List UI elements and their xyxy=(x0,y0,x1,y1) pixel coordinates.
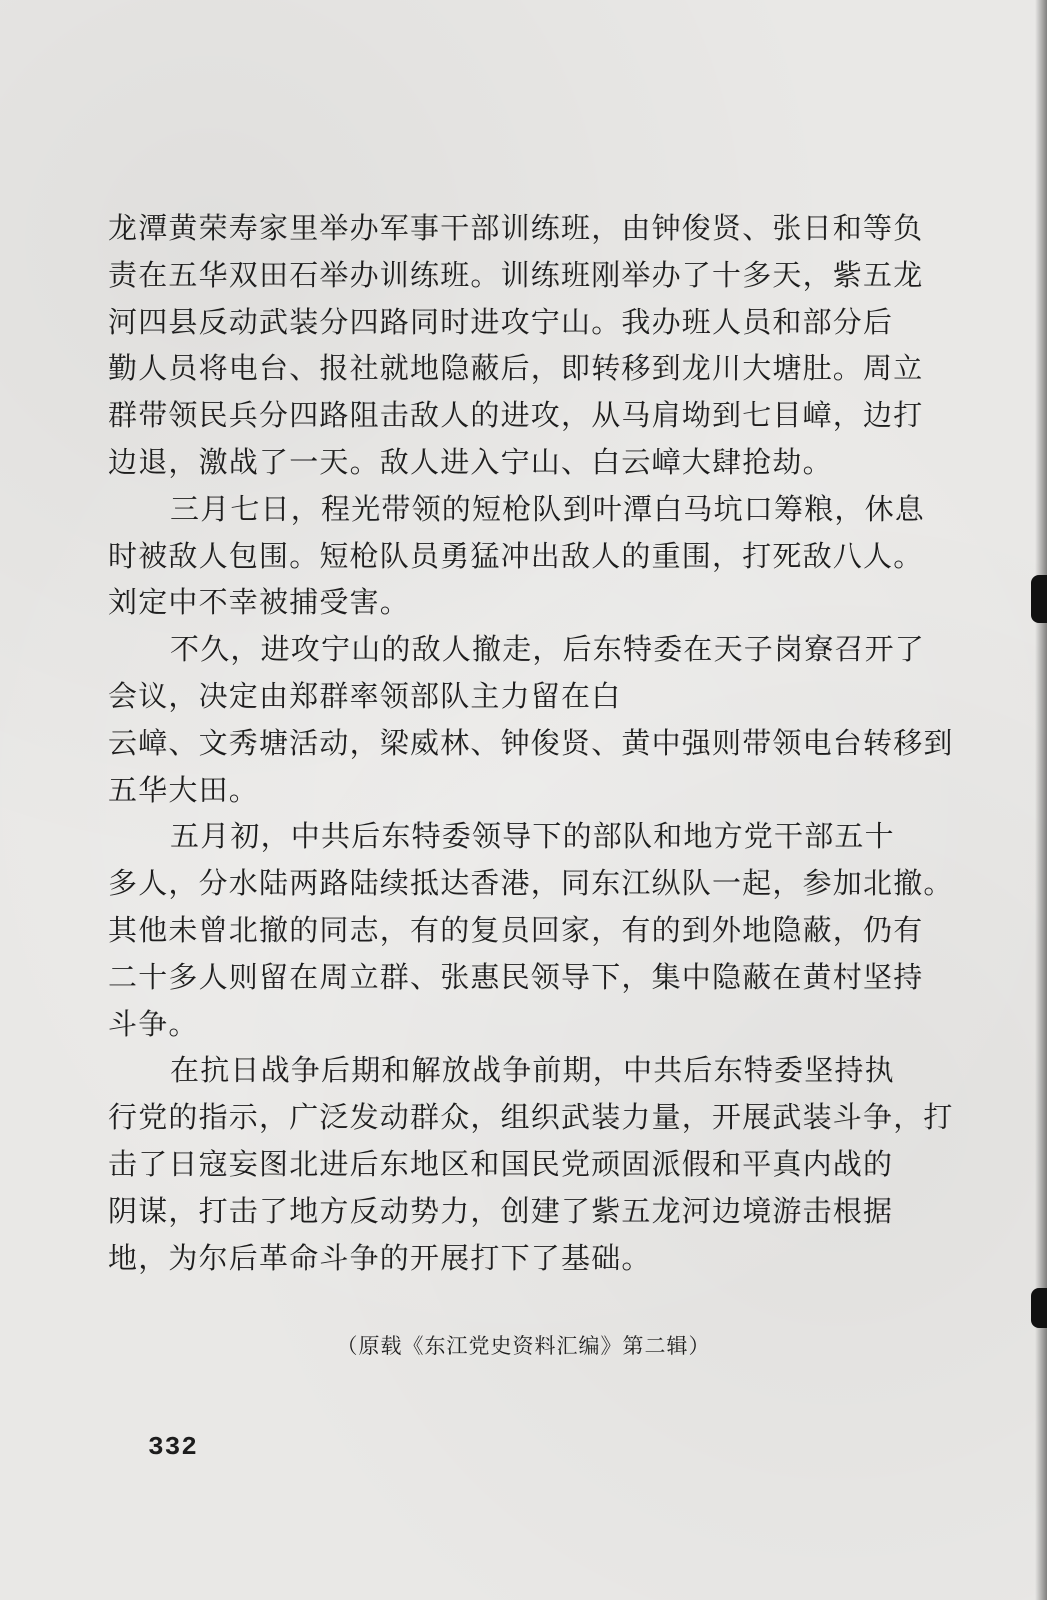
paragraph xyxy=(108,1047,954,1281)
scan-edge-mark xyxy=(1031,575,1047,623)
text-line: 五华大田。 xyxy=(108,772,260,807)
text-line: 刘定中不幸被捕受害。 xyxy=(108,585,411,620)
text-line: 责在五华双田石举办训练班。训练班刚举办了十多天，紫五龙 xyxy=(108,257,924,292)
paragraph xyxy=(108,813,954,1047)
text-line: 二十多人则留在周立群、张惠民领导下，集中隐蔽在黄村坚持 xyxy=(108,959,924,994)
text-line: 其他未曾北撤的同志，有的复员回家，有的到外地隐蔽，仍有 xyxy=(108,912,924,947)
scan-edge-shadow xyxy=(1035,0,1047,1600)
text-line: 勤人员将电台、报社就地隐蔽后，即转移到龙川大塘肚。周立 xyxy=(108,351,924,386)
text-line: 五月初，中共后东特委领导下的部队和地方党干部五十 xyxy=(170,819,895,854)
text-line: 时被敌人包围。短枪队员勇猛冲出敌人的重围，打死敌八人。 xyxy=(108,538,924,573)
paragraph xyxy=(108,626,954,813)
text-line: 阴谋，打击了地方反动势力，创建了紫五龙河边境游击根据 xyxy=(108,1193,894,1228)
text-line: 地，为尔后革命斗争的开展打下了基础。 xyxy=(108,1240,652,1275)
source-note: （原载《东江党史资料汇编》第二辑） xyxy=(336,1334,711,1358)
text-line: 群带领民兵分四路阻击敌人的进攻，从马肩坳到七目嶂，边打 xyxy=(108,398,924,433)
paragraph xyxy=(108,486,928,626)
text-line: 河四县反动武装分四路同时进攻宁山。我办班人员和部分后 xyxy=(108,304,894,339)
text-line: 在抗日战争后期和解放战争前期，中共后东特委坚持执 xyxy=(170,1053,895,1088)
text-line: 不久，进攻宁山的敌人撤走，后东特委在天子岗寮召开了 xyxy=(170,632,926,667)
text-line: 多人，分水陆两路陆续抵达香港，同东江纵队一起，参加北撤。 xyxy=(108,866,954,901)
text-line: 云嶂、文秀塘活动，梁威林、钟俊贤、黄中强则带领电台转移到 xyxy=(108,725,954,760)
page-number: 332 xyxy=(148,1432,198,1462)
paragraph xyxy=(108,205,928,486)
text-line: 边退，激战了一天。敌人进入宁山、白云嶂大肆抢劫。 xyxy=(108,444,833,479)
text-line: 行党的指示，广泛发动群众，组织武装力量，开展武装斗争，打 xyxy=(108,1100,954,1135)
text-line: 会议，决定由郑群率领部队主力留在白 xyxy=(108,678,622,713)
text-line: 击了日寇妄图北进后东地区和国民党顽固派假和平真内战的 xyxy=(108,1146,894,1181)
text-line: 斗争。 xyxy=(108,1006,199,1041)
scan-edge-mark xyxy=(1031,1288,1047,1328)
text-line: 三月七日，程光带领的短枪队到叶潭白马坑口筹粮，休息 xyxy=(170,491,926,526)
text-line: 龙潭黄荣寿家里举办军事干部训练班，由钟俊贤、张日和等负 xyxy=(108,211,924,245)
body-text xyxy=(108,205,954,1281)
